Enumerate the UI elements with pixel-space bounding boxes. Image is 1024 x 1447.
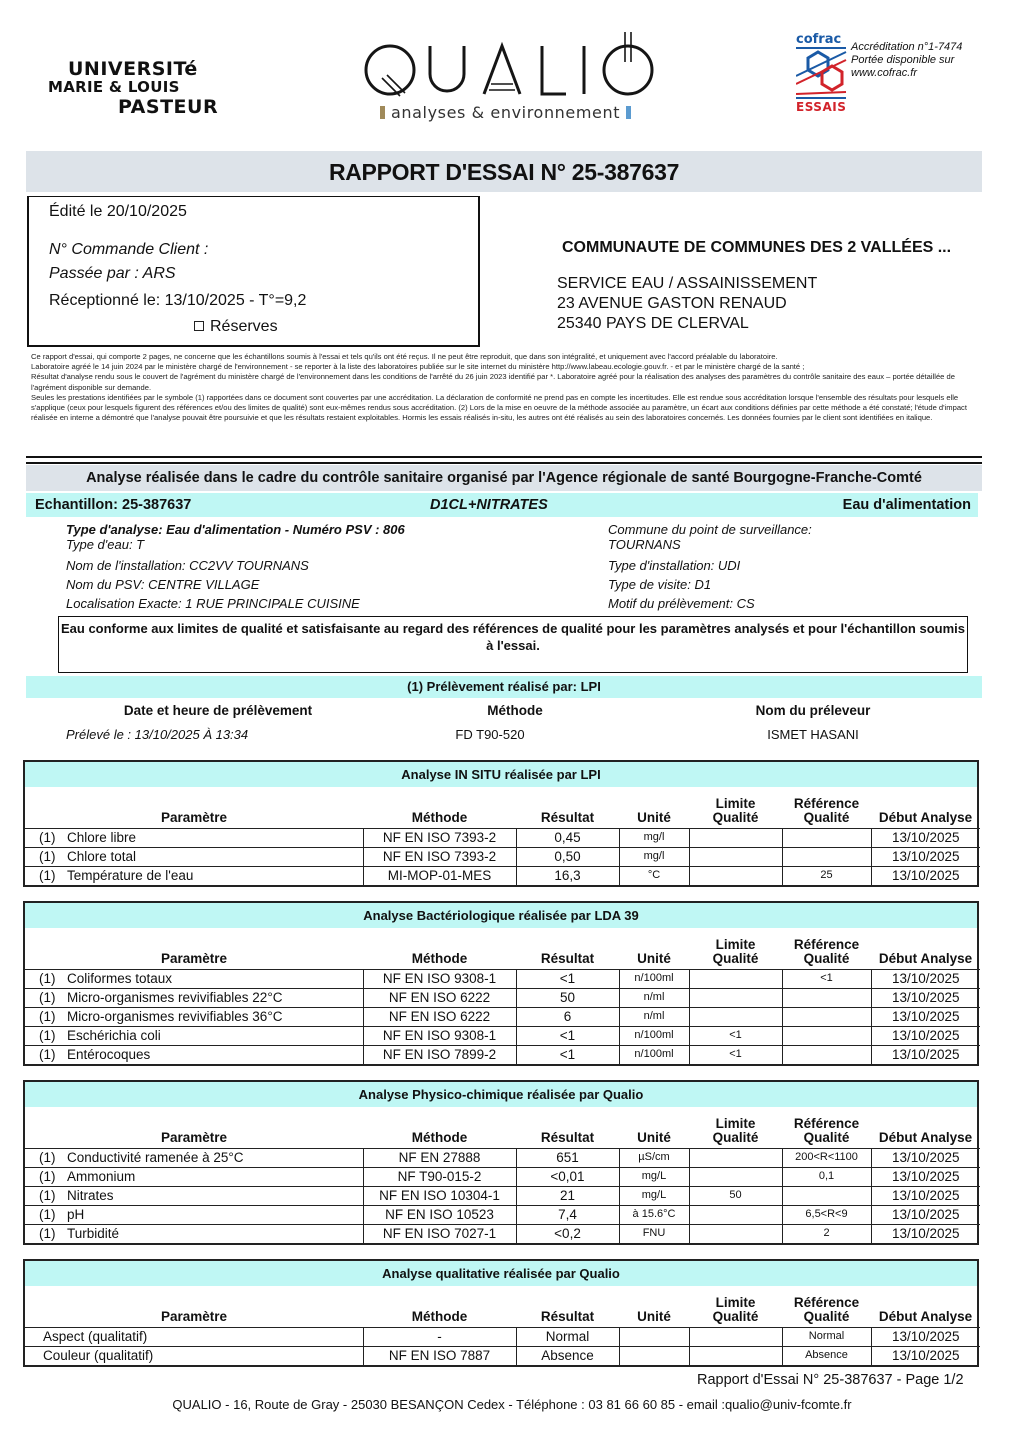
cell-date: 13/10/2025 [871, 1346, 980, 1365]
param-name: Chlore total [67, 849, 137, 864]
table-header-row [25, 1107, 980, 1148]
header-unit: Unité [637, 1308, 671, 1324]
header-limit: Limite Qualité [712, 1115, 759, 1145]
cell-unit: mg/L [619, 1167, 689, 1186]
header-unit: Unité [637, 950, 671, 966]
accreditation-mark: (1) [39, 849, 56, 864]
page-number: Rapport d'Essai N° 25-387637 - Page 1/2 [697, 1372, 964, 1388]
cell-unit: n/ml [619, 988, 689, 1007]
cell-unit: mg/L [619, 1186, 689, 1205]
received-info: Réceptionné le: 13/10/2025 - T°=9,2 [49, 292, 307, 309]
cell-result: Normal [516, 1327, 619, 1346]
table-row [25, 1045, 980, 1064]
table-row [25, 828, 980, 847]
accreditation-mark: (1) [39, 1226, 56, 1242]
header-limit: Limite Qualité [712, 1294, 759, 1324]
cell-result: <0,01 [516, 1167, 619, 1186]
cell-date: 13/10/2025 [871, 828, 980, 847]
cell-limit [689, 828, 782, 847]
cell-date: 13/10/2025 [871, 847, 980, 866]
qualio-tagline: analyses & environnement [380, 103, 631, 122]
cell-date: 13/10/2025 [871, 866, 980, 885]
accreditation-mark: (1) [39, 1150, 56, 1165]
cell-limit [689, 1224, 782, 1243]
cell-result: <1 [516, 1026, 619, 1045]
cell-method: NF T90-015-2 [363, 1167, 516, 1186]
cell-result: 651 [516, 1148, 619, 1167]
cell-param [25, 1148, 363, 1167]
accreditation-mark: (1) [39, 1207, 56, 1222]
cell-method: NF EN ISO 7887 [363, 1346, 516, 1365]
commune-value: TOURNANS [608, 537, 681, 552]
cell-ref [782, 1007, 871, 1026]
header-limit: Limite Qualité [712, 795, 759, 825]
table-title: Analyse qualitative réalisée par Qualio [25, 1261, 977, 1286]
table-row [25, 866, 980, 885]
qualio-wordmark-icon [360, 30, 660, 102]
header-unit: Unité [637, 809, 671, 825]
accreditation-mark: (1) [39, 1028, 56, 1043]
cell-method: NF EN ISO 7027-1 [363, 1224, 516, 1243]
header-reference: Référence Qualité [793, 795, 860, 825]
cell-ref [782, 1045, 871, 1064]
cell-ref [782, 988, 871, 1007]
cell-param [25, 866, 363, 885]
cell-method: NF EN ISO 6222 [363, 1007, 516, 1026]
header-param: Paramètre [160, 1308, 228, 1324]
cell-date: 13/10/2025 [871, 1148, 980, 1167]
cell-unit [619, 1327, 689, 1346]
cell-method: MI-MOP-01-MES [363, 866, 516, 885]
cell-param [25, 828, 363, 847]
param-name: Couleur (qualitatif) [43, 1348, 154, 1364]
cell-unit: n/100ml [619, 1045, 689, 1064]
cell-result: Absence [516, 1346, 619, 1365]
table-bacterio [23, 901, 979, 1066]
table-row [25, 1346, 980, 1365]
header-param: Paramètre [160, 809, 228, 825]
cofrac-hexagon-icon [796, 46, 848, 102]
cell-unit: à 15.6°C [619, 1205, 689, 1224]
cell-ref: Absence [782, 1346, 871, 1365]
blue-bar-icon [626, 106, 631, 119]
param-name: Micro-organismes revivifiables 36°C [67, 1009, 283, 1024]
cell-limit [689, 969, 782, 988]
cell-method: NF EN ISO 7899-2 [363, 1045, 516, 1064]
cell-result: 21 [516, 1186, 619, 1205]
accreditation-mark: (1) [39, 830, 56, 845]
sample-id: Echantillon: 25-387637 [35, 497, 192, 513]
cell-result: <0,2 [516, 1224, 619, 1243]
cell-unit: mg/l [619, 847, 689, 866]
divider [26, 462, 982, 464]
table-physchem [23, 1080, 979, 1245]
cofrac-word: cofrac [796, 32, 842, 47]
cell-method: - [363, 1327, 516, 1346]
table-title: Analyse Physico-chimique réalisée par Qualio [25, 1082, 977, 1107]
univ-logo-line1: UNIVERSITé [68, 58, 198, 80]
cell-unit: n/ml [619, 1007, 689, 1026]
cell-date: 13/10/2025 [871, 1007, 980, 1026]
table-row [25, 847, 980, 866]
cell-param [25, 1346, 363, 1365]
universite-logo [48, 58, 223, 124]
param-name: Température de l'eau [67, 868, 194, 884]
cell-date: 13/10/2025 [871, 1167, 980, 1186]
reserves-checkbox[interactable]: Réserves [194, 318, 278, 336]
cell-method: NF EN ISO 6222 [363, 988, 516, 1007]
param-name: Eschérichia coli [67, 1028, 161, 1043]
header-method: Méthode [411, 1129, 468, 1145]
edited-date: Édité le 20/10/2025 [49, 203, 187, 220]
cell-method: NF EN ISO 7393-2 [363, 828, 516, 847]
cell-ref [782, 828, 871, 847]
header-reference: Référence Qualité [793, 1294, 860, 1324]
cell-result: <1 [516, 1045, 619, 1064]
cell-limit: 50 [689, 1186, 782, 1205]
header-reference: Référence Qualité [793, 1115, 860, 1145]
table-qualitative [23, 1259, 979, 1367]
accreditation-mark: (1) [39, 1047, 56, 1063]
cell-ref: 25 [782, 866, 871, 885]
cell-limit [689, 1346, 782, 1365]
table-title: Analyse Bactériologique réalisée par LDA 39 [25, 903, 977, 928]
header-date: Début Analyse [878, 1129, 973, 1145]
sampling-banner: (1) Prélèvement réalisé par: LPI [26, 676, 982, 698]
cell-param [25, 969, 363, 988]
water-type: Type d'eau: T [66, 537, 145, 552]
table-insitu [23, 760, 979, 887]
cell-unit: n/100ml [619, 969, 689, 988]
ars-banner: Analyse réalisée dans le cadre du contrôle sanitaire organisé par l'Agence régionale de santé Bourgogne-Franche-Comté [26, 465, 982, 491]
cell-ref: 2 [782, 1224, 871, 1243]
checkbox-icon[interactable] [194, 321, 204, 331]
client-address: SERVICE EAU / ASSAINISSEMENT 23 AVENUE GASTON RENAUD 25340 PAYS DE CLERVAL [557, 275, 818, 332]
legal-notice: Ce rapport d'essai, qui comporte 2 pages, ne concerne que les échantillons soumis à l'essai et tels qu'ils ont été reçus. Il ne peut être reproduit, que dans son intégralité, et uniquement avec l'accord préalable du laboratoire. Laboratoire agréé le 14 juin 2024 par le ministère chargé de l'environnement - se reporter à la liste des laboratoires publiée sur le site internet du ministère http://www.labeau.ecologie.gouv.fr. - et par le ministère chargé de la santé ; Résultat d'analyse rendu sous le couvert de l'agrément du ministère chargé de l'environnement dans les conditions de l'arrêté du 26 juin 2023 identifié par *. Laboratoire agréé pour la réalisation des analyses des paramètres du contrôle sanitaire des eaux – portée détaillée de l'agrément disponible sur demande. Seules les prestations identifiées par le symbole (1) rapportées dans ce document sont couvertes par une accréditation. La déclaration de conformité ne prend pas en compte les incertitudes. Elle est rendue sous accréditation lorsque l'ensemble des résultats pour lesquels elle s'applique (ceux pour lesquels figurent des références et/ou des limites de qualité) sont eux-mêmes rendus sous accréditation. (2) Lors de la mise en oeuvre de la méthode associée au paramètre, un écart aux conditions définies par cette méthode a été constaté; l'étude d'impact réalisée en interne a démontré que l'analyse pouvait être poursuivie et que les résultats restaient exploitables. Hormis les essais réalisés in-situ, les autres ont été réalisés au sein des laboratoires concernés. Les données fournies par le client sont identifiées en italique. [31, 352, 967, 423]
order-info-box [27, 196, 480, 347]
sampling-reason: Motif du prélèvement: CS [608, 596, 755, 611]
sample-type: Eau d'alimentation [842, 497, 971, 513]
cell-method: NF EN ISO 9308-1 [363, 1026, 516, 1045]
table-row [25, 1148, 980, 1167]
cofrac-essais: ESSAIS [796, 100, 847, 114]
cell-unit: FNU [619, 1224, 689, 1243]
header-method: Méthode [411, 1308, 468, 1324]
cell-limit [689, 988, 782, 1007]
cell-result: <1 [516, 969, 619, 988]
cell-result: 7,4 [516, 1205, 619, 1224]
param-name: Coliformes totaux [67, 971, 173, 986]
table-header-row [25, 928, 980, 969]
header-result: Résultat [540, 950, 595, 966]
cell-date: 13/10/2025 [871, 1026, 980, 1045]
conformity-statement: Eau conforme aux limites de qualité et satisfaisante au regard des références de qualité pour les paramètres analysés et pour l'échantillon soumis à l'essai. [58, 616, 968, 673]
cell-ref [782, 1026, 871, 1045]
table-row [25, 1205, 980, 1224]
cofrac-logo [796, 32, 852, 114]
header-result: Résultat [540, 1308, 595, 1324]
cell-ref [782, 1186, 871, 1205]
installation-name: Nom de l'installation: CC2VV TOURNANS [66, 558, 309, 573]
param-name: Aspect (qualitatif) [43, 1329, 148, 1344]
visit-type: Type de visite: D1 [608, 577, 712, 592]
sample-code: D1CL+NITRATES [430, 497, 548, 513]
cell-ref: 6,5<R<9 [782, 1205, 871, 1224]
cell-method: NF EN ISO 10304-1 [363, 1186, 516, 1205]
cell-ref [782, 847, 871, 866]
cell-limit [689, 1148, 782, 1167]
cell-param [25, 1327, 363, 1346]
cell-result: 6 [516, 1007, 619, 1026]
footer-address: QUALIO - 16, Route de Gray - 25030 BESANÇON Cedex - Téléphone : 03 81 66 60 85 - email :qualio@univ-fcomte.fr [172, 1397, 852, 1412]
table-row [25, 1007, 980, 1026]
table-row [25, 1224, 980, 1243]
param-name: Ammonium [67, 1169, 136, 1184]
cell-ref: <1 [782, 969, 871, 988]
cell-limit [689, 1205, 782, 1224]
header-date: Début Analyse [878, 1308, 973, 1324]
cell-date: 13/10/2025 [871, 1205, 980, 1224]
sample-info-right [608, 522, 812, 613]
param-name: Micro-organismes revivifiables 22°C [67, 990, 283, 1005]
table-header-row [25, 787, 980, 828]
param-name: Nitrates [67, 1188, 114, 1203]
cell-ref: Normal [782, 1327, 871, 1346]
cell-method: NF EN ISO 10523 [363, 1205, 516, 1224]
cell-param [25, 1186, 363, 1205]
sampling-method-header: Méthode [487, 703, 543, 718]
cell-date: 13/10/2025 [871, 1186, 980, 1205]
sampling-datetime-header: Date et heure de prélèvement [123, 703, 313, 718]
cell-limit [689, 847, 782, 866]
cell-param [25, 988, 363, 1007]
cell-param [25, 1007, 363, 1026]
ordered-by: Passée par : ARS [49, 265, 176, 282]
header-unit: Unité [637, 1129, 671, 1145]
cell-limit [689, 1327, 782, 1346]
header-result: Résultat [540, 809, 595, 825]
psv-name: Nom du PSV: CENTRE VILLAGE [66, 577, 260, 592]
param-name: Turbidité [67, 1226, 120, 1242]
sampler-name: ISMET HASANI [767, 727, 859, 742]
divider [26, 456, 982, 458]
cell-method: NF EN ISO 7393-2 [363, 847, 516, 866]
cell-method: NF EN 27888 [363, 1148, 516, 1167]
cell-unit [619, 1346, 689, 1365]
cofrac-accreditation-text: Accréditation n°1-7474 Portée disponible sur www.cofrac.fr [851, 41, 963, 79]
cell-method: NF EN ISO 9308-1 [363, 969, 516, 988]
sample-band [26, 493, 978, 517]
cell-limit: <1 [689, 1026, 782, 1045]
cell-param [25, 1205, 363, 1224]
header-param: Paramètre [160, 950, 228, 966]
cell-result: 0,45 [516, 828, 619, 847]
cell-param [25, 1224, 363, 1243]
table-title: Analyse IN SITU réalisée par LPI [25, 762, 977, 787]
table-row [25, 1167, 980, 1186]
cell-unit: mg/l [619, 828, 689, 847]
cell-unit: µS/cm [619, 1148, 689, 1167]
cell-limit [689, 866, 782, 885]
header-result: Résultat [540, 1129, 595, 1145]
univ-logo-line2: MARIE & LOUIS [48, 78, 180, 96]
client-name: COMMUNAUTE DE COMMUNES DES 2 VALLÉES ... [562, 239, 952, 256]
cell-param [25, 1167, 363, 1186]
table-row [25, 969, 980, 988]
cell-param [25, 1026, 363, 1045]
table-row [25, 1327, 980, 1346]
analysis-type: Type d'analyse: Eau d'alimentation - Numéro PSV : 806 [66, 522, 405, 537]
cell-date: 13/10/2025 [871, 1224, 980, 1243]
order-number: N° Commande Client : [49, 241, 209, 258]
sample-info-left [66, 522, 405, 613]
cell-result: 50 [516, 988, 619, 1007]
sampling-method: FD T90-520 [455, 727, 525, 742]
param-name: Conductivité ramenée à 25°C [67, 1150, 244, 1165]
accreditation-mark: (1) [39, 971, 56, 986]
cell-date: 13/10/2025 [871, 988, 980, 1007]
cell-param [25, 1045, 363, 1064]
accreditation-mark: (1) [39, 990, 56, 1005]
table-row [25, 1186, 980, 1205]
table-header-row [25, 1286, 980, 1327]
cell-limit [689, 1167, 782, 1186]
qualio-logo [360, 30, 660, 125]
header-reference: Référence Qualité [793, 936, 860, 966]
gold-bar-icon [380, 106, 385, 119]
cell-ref: 200<R<1100 [782, 1148, 871, 1167]
header-date: Début Analyse [878, 809, 973, 825]
cell-unit: °C [619, 866, 689, 885]
table-row [25, 1026, 980, 1045]
sampler-header: Nom du préleveur [755, 703, 871, 718]
report-title: RAPPORT D'ESSAI N° 25-387637 [26, 151, 982, 192]
cell-result: 16,3 [516, 866, 619, 885]
cell-ref: 0,1 [782, 1167, 871, 1186]
cell-limit: <1 [689, 1045, 782, 1064]
cell-limit [689, 1007, 782, 1026]
header-param: Paramètre [160, 1129, 228, 1145]
accreditation-mark: (1) [39, 868, 56, 884]
commune-label: Commune du point de surveillance: [608, 522, 812, 537]
accreditation-mark: (1) [39, 1169, 56, 1184]
header-limit: Limite Qualité [712, 936, 759, 966]
param-name: Entérocoques [67, 1047, 151, 1063]
sampling-datetime: Prélevé le : 13/10/2025 À 13:34 [66, 727, 249, 742]
accreditation-mark: (1) [39, 1188, 56, 1203]
location: Localisation Exacte: 1 RUE PRINCIPALE CUISINE [66, 596, 360, 611]
cell-param [25, 847, 363, 866]
header-method: Méthode [411, 809, 468, 825]
cell-date: 13/10/2025 [871, 1327, 980, 1346]
header-method: Méthode [411, 950, 468, 966]
param-name: Chlore libre [67, 830, 137, 845]
cell-result: 0,50 [516, 847, 619, 866]
cell-date: 13/10/2025 [871, 1045, 980, 1064]
table-row [25, 988, 980, 1007]
header-date: Début Analyse [878, 950, 973, 966]
accreditation-mark: (1) [39, 1009, 56, 1024]
cell-date: 13/10/2025 [871, 969, 980, 988]
param-name: pH [67, 1207, 85, 1222]
installation-type: Type d'installation: UDI [608, 558, 741, 573]
cell-unit: n/100ml [619, 1026, 689, 1045]
univ-logo-line3: PASTEUR [118, 96, 219, 118]
